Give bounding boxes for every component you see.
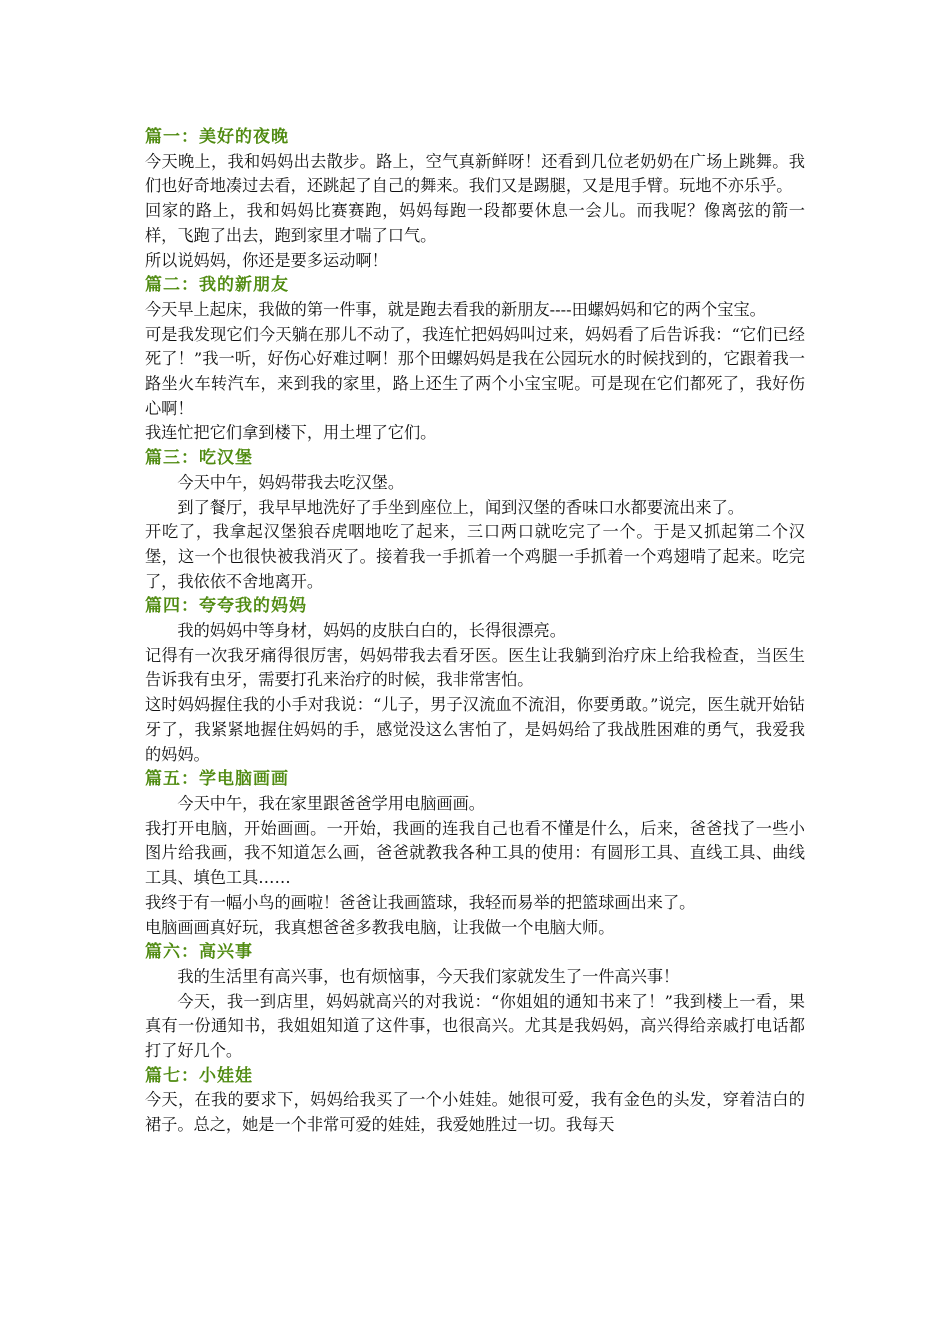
paragraph: 这时妈妈握住我的小手对我说：“儿子，男子汉流血不流泪，你要勇敢。”说完，医生就开始钻牙了，我紧紧地握住妈妈的手，感觉没这么害怕了，是妈妈给了我战胜困难的勇气，我爱我的妈妈。 [145,695,805,764]
paragraph: 回家的路上，我和妈妈比赛赛跑，妈妈每跑一段都要休息一会儿。而我呢？像离弦的箭一样，飞跑了出去，跑到家里才喘了口气。 [145,201,805,245]
paragraph: 到了餐厅，我早早地洗好了手坐到座位上，闻到汉堡的香味口水都要流出来了。 [177,497,744,517]
paragraph: 开吃了，我拿起汉堡狼吞虎咽地吃了起来，三口两口就吃完了一个。于是又抓起第二个汉堡，这一个也很快被我消灭了。接着我一手抓着一个鸡腿一手抓着一个鸡翅啃了起来。吃完了，我依依不舍地离开。 [145,522,805,591]
document-body [145,125,805,1138]
paragraph: 我连忙把它们拿到楼下，用土埋了它们。 [145,423,437,443]
paragraph: 电脑画画真好玩，我真想爸爸多教我电脑，让我做一个电脑大师。 [145,917,615,937]
paragraph: 今天，在我的要求下，妈妈给我买了一个小娃娃。她很可爱，我有金色的头发，穿着洁白的裙子。总之，她是一个非常可爱的娃娃，我爱她胜过一切。我每天 [145,1090,805,1135]
section-title: 篇三：吃汉堡 [145,448,253,469]
paragraph: 今天中午，妈妈带我去吃汉堡。 [177,472,405,492]
section-title: 篇六：高兴事 [145,942,253,963]
paragraph: 我打开电脑，开始画画。一开始，我画的连我自己也看不懂是什么，后来，爸爸找了一些小图片给我画，我不知道怎么画，爸爸就教我各种工具的使用：有圆形工具、直线工具、曲线工具、填色工具…… [145,818,805,888]
paragraph: 今天早上起床，我做的第一件事，就是跑去看我的新朋友----田螺妈妈和它的两个宝宝。 [145,299,766,319]
paragraph: 我终于有一幅小鸟的画啦！爸爸让我画篮球，我轻而易举的把篮球画出来了。 [145,892,696,912]
paragraph: 所以说妈妈，你还是要多运动啊！ [145,250,388,270]
section-title: 篇一：美好的夜晚 [145,127,289,147]
section-title: 篇二：我的新朋友 [145,275,289,296]
section-title: 篇四：夸夸我的妈妈 [145,596,307,617]
paragraph: 可是我发现它们今天躺在那儿不动了，我连忙把妈妈叫过来，妈妈看了后告诉我：“它们已经死了！”我一听，好伤心好难过啊！那个田螺妈妈是我在公园玩水的时候找到的，它跟着我一路坐火车转汽车，来到我的家里，路上还生了两个小宝宝呢。可是现在它们都死了，我好伤心啊！ [145,324,805,418]
paragraph: 今天晚上，我和妈妈出去散步。路上，空气真新鲜呀！还看到几位老奶奶在广场上跳舞。我们也好奇地凑过去看，还跳起了自己的舞来。我们又是踢腿，又是甩手臂。玩地不亦乐乎。 [145,151,805,196]
paragraph: 我的生活里有高兴事，也有烦恼事，今天我们家就发生了一件高兴事！ [177,966,680,986]
paragraph: 我的妈妈中等身材，妈妈的皮肤白白的，长得很漂亮。 [177,621,566,641]
paragraph: 记得有一次我牙痛得很厉害，妈妈带我去看牙医。医生让我躺到治疗床上给我检查，当医生告诉我有虫牙，需要打孔来治疗的时候，我非常害怕。 [145,645,805,690]
paragraph: 今天中午，我在家里跟爸爸学用电脑画画。 [177,793,485,813]
paragraph: 今天，我一到店里，妈妈就高兴的对我说：“你姐姐的通知书来了！”我到楼上一看，果真有一份通知书，我姐姐知道了这件事，也很高兴。尤其是我妈妈，高兴得给亲戚打电话都打了好几个。 [145,991,805,1061]
section-title: 篇七：小娃娃 [145,1065,253,1086]
section-title: 篇五：学电脑画画 [145,769,289,790]
